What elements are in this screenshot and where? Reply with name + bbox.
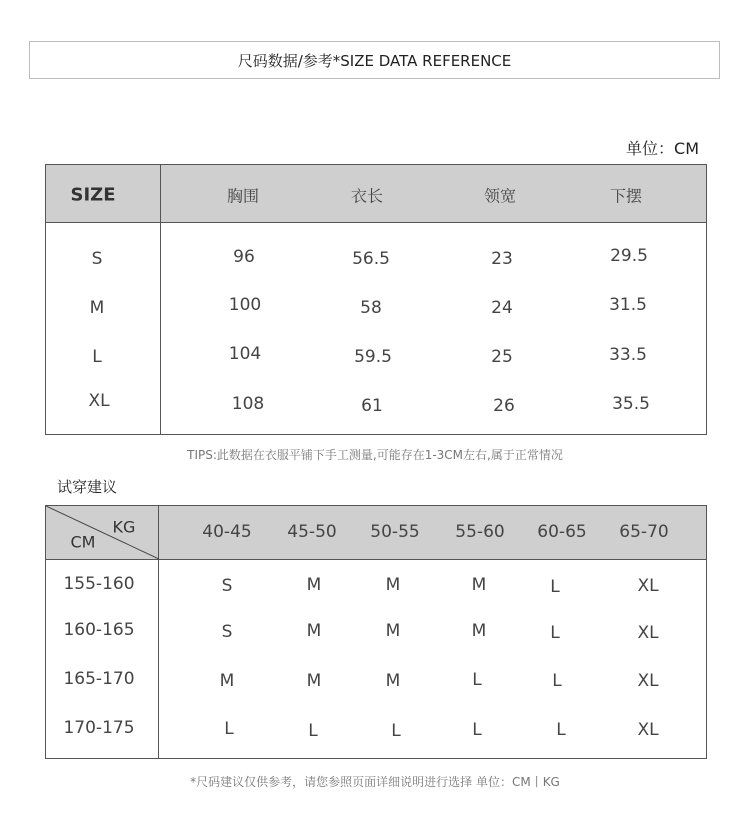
weight-column-header: 60-65 [537,522,587,542]
unit-label: 单位：CM [626,139,699,158]
recommended-size-cell: L [550,623,560,643]
recommended-size-cell: S [221,622,233,642]
size-cell: M [89,298,105,318]
collar-column-header: 领宽 [483,186,517,206]
length-cell: 56.5 [352,249,390,269]
recommended-size-cell: L [308,721,318,741]
recommended-size-cell: L [552,671,562,691]
recommended-size-cell: XL [637,623,659,643]
size-reference-title: 尺码数据/参考*SIZE DATA REFERENCE [29,41,720,79]
recommended-size-cell: L [224,719,234,739]
fit-suggestion-table [45,505,707,759]
weight-column-header: 55-60 [455,522,505,542]
chest-cell: 96 [233,247,255,267]
recommended-size-cell: XL [637,671,659,691]
hem-cell: 29.5 [610,246,648,266]
chest-column-header: 胸围 [226,186,260,206]
collar-cell: 23 [491,249,513,269]
length-column-header: 衣长 [350,186,384,206]
weight-column-header: 40-45 [202,522,252,542]
size-cell: S [91,249,103,269]
weight-column-header: 45-50 [287,522,337,542]
recommended-size-cell: M [385,621,401,641]
length-cell: 61 [361,396,383,416]
hem-column-header: 下摆 [609,186,643,206]
recommended-size-cell: XL [637,720,659,740]
corner-height-label: CM [70,532,96,552]
recommended-size-cell: XL [637,576,659,596]
size-table-divider [160,165,161,434]
recommended-size-cell: M [385,671,401,691]
chest-cell: 108 [231,394,265,414]
corner-weight-label: KG [112,517,136,537]
chest-cell: 100 [228,295,262,315]
recommended-size-cell: M [385,575,401,595]
collar-cell: 24 [491,298,513,318]
size-cell: L [92,347,102,367]
weight-column-header: 50-55 [370,522,420,542]
recommended-size-cell: L [472,720,482,740]
hem-cell: 33.5 [609,345,647,365]
size-cell: XL [88,391,110,411]
recommended-size-cell: L [391,721,401,741]
height-row-label: 165-170 [63,669,135,689]
recommended-size-cell: L [550,577,560,597]
measurement-tips: TIPS:此数据在衣服平铺下手工测量,可能存在1-3CM左右,属于正常情况 [187,448,563,462]
recommended-size-cell: L [556,720,566,740]
recommended-size-cell: M [471,621,487,641]
height-row-label: 160-165 [63,620,135,640]
length-cell: 59.5 [354,347,392,367]
recommended-size-cell: M [219,671,235,691]
length-cell: 58 [360,298,382,318]
recommended-size-cell: L [472,670,482,690]
size-column-header: SIZE [70,184,116,206]
recommended-size-cell: M [306,621,322,641]
height-row-label: 170-175 [63,718,135,738]
height-row-label: 155-160 [63,574,135,594]
size-footnote: *尺码建议仅供参考，请您参照页面详细说明进行选择 单位：CM丨KG [190,775,560,789]
chest-cell: 104 [228,344,262,364]
recommended-size-cell: M [471,575,487,595]
recommended-size-cell: S [221,576,233,596]
weight-column-header: 65-70 [619,522,669,542]
corner-diagonal-line [46,506,159,560]
recommended-size-cell: M [306,671,322,691]
hem-cell: 35.5 [612,394,650,414]
recommended-size-cell: M [306,575,322,595]
collar-cell: 25 [491,347,513,367]
collar-cell: 26 [493,396,515,416]
hem-cell: 31.5 [609,295,647,315]
size-data-table [45,164,707,435]
fit-suggestion-title: 试穿建议 [57,478,118,496]
